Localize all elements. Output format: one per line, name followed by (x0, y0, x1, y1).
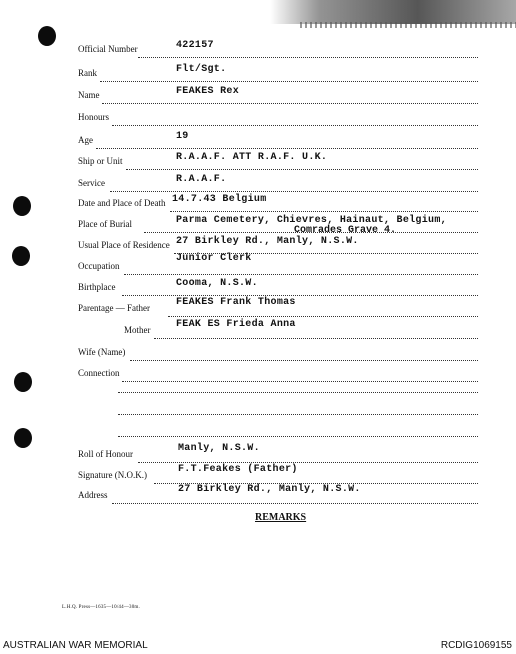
date-place-death-row (78, 194, 478, 212)
punch-hole (12, 246, 30, 266)
punch-hole (14, 428, 32, 448)
honours-row (78, 112, 478, 126)
age-row (78, 131, 478, 149)
parentage-mother-value: FEAK ES Frieda Anna (176, 319, 296, 330)
official-number-label: Official Number (78, 44, 138, 54)
age-label: Age (78, 135, 93, 145)
roll-of-honour-value: Manly, N.S.W. (178, 443, 260, 454)
honours-label: Honours (78, 112, 109, 122)
parentage-mother-label: Mother (124, 325, 151, 335)
parentage-father-label: Parentage — Father (78, 303, 150, 313)
date-place-death-label: Date and Place of Death (78, 198, 166, 208)
connection-line (118, 414, 478, 415)
parentage-father-value: FEAKES Frank Thomas (176, 297, 296, 308)
connection-label: Connection (78, 368, 120, 378)
footer-record-id: RCDIG1069155 (440, 640, 512, 651)
service-row (78, 174, 478, 192)
date-place-death-value: 14.7.43 Belgium (172, 194, 267, 205)
service-value: R.A.A.F. (176, 174, 227, 185)
address-value: 27 Birkley Rd., Manly, N.S.W. (178, 484, 361, 495)
connection-line (118, 436, 478, 437)
occupation-label: Occupation (78, 261, 120, 271)
address-label: Address (78, 490, 108, 500)
connection-line (118, 392, 478, 393)
usual-residence-row (78, 236, 478, 254)
place-of-burial-value-1: Parma Cemetery, Chievres, Hainaut, Belgium, (176, 215, 447, 226)
signature-row (78, 464, 478, 484)
scan-artifact-lines (300, 22, 516, 28)
place-of-burial-value-2: Comrades Grave 4. (294, 225, 397, 236)
name-value: FEAKES Rex (176, 86, 240, 97)
usual-residence-value: 27 Birkley Rd., Manly, N.S.W. (176, 236, 359, 247)
remarks-heading: REMARKS (255, 512, 307, 523)
signature-label: Signature (N.O.K.) (78, 470, 147, 480)
birthplace-label: Birthplace (78, 282, 116, 292)
ship-or-unit-label: Ship or Unit (78, 156, 123, 166)
punch-hole (14, 372, 32, 392)
wife-label: Wife (Name) (78, 347, 126, 357)
parentage-mother-row (124, 319, 478, 339)
official-number-row (78, 40, 478, 58)
official-number-value: 422157 (176, 40, 214, 51)
roll-of-honour-label: Roll of Honour (78, 449, 133, 459)
scan-artifact-top (270, 0, 516, 24)
print-note: L.H.Q. Press—1635—10/44—30m. (62, 605, 140, 610)
punch-hole (13, 196, 31, 216)
wife-row (78, 347, 478, 361)
rank-value: Flt/Sgt. (176, 64, 227, 75)
place-of-burial-row (78, 215, 478, 233)
ship-or-unit-value: R.A.A.F. ATT R.A.F. U.K. (176, 152, 328, 163)
punch-hole (38, 26, 56, 46)
occupation-row (78, 253, 478, 275)
ship-or-unit-row (78, 152, 478, 170)
birthplace-row (78, 278, 478, 296)
connection-row (78, 368, 478, 382)
rank-label: Rank (78, 68, 97, 78)
footer-institution: AUSTRALIAN WAR MEMORIAL (3, 640, 148, 651)
address-row (78, 484, 478, 504)
usual-residence-label: Usual Place of Residence (78, 240, 170, 250)
place-of-burial-label: Place of Burial (78, 219, 132, 229)
rank-row (78, 64, 478, 82)
name-label: Name (78, 90, 100, 100)
birthplace-value: Cooma, N.S.W. (176, 278, 258, 289)
age-value: 19 (176, 131, 189, 142)
name-row (78, 86, 478, 104)
occupation-value: Junior Clerk (176, 253, 252, 264)
service-label: Service (78, 178, 105, 188)
parentage-father-row (78, 297, 478, 317)
signature-value: F.T.Feakes (Father) (178, 464, 298, 475)
roll-of-honour-row (78, 443, 478, 463)
